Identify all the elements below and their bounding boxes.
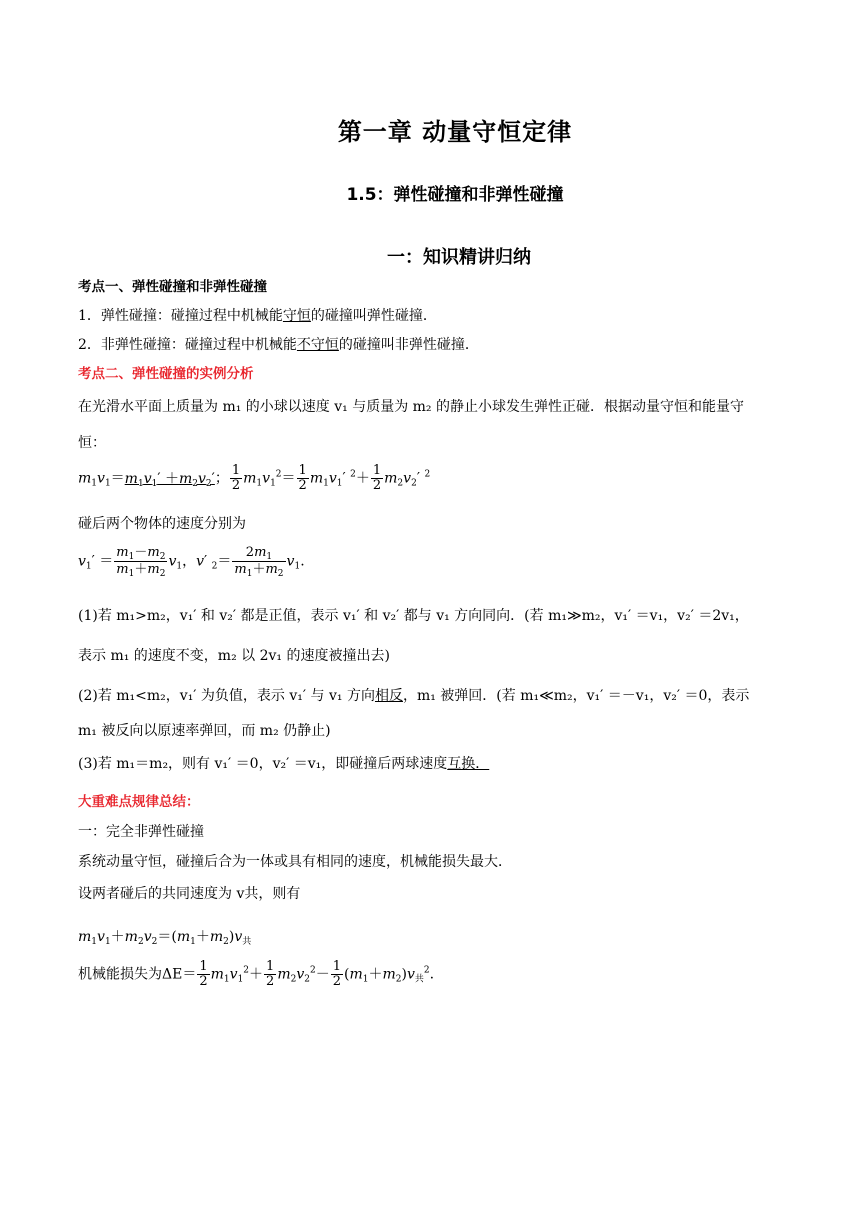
chapter-title: 第一章 动量守恒定律: [337, 118, 573, 146]
summary-line1: 系统动量守恒，碰撞后合为一体或具有相同的速度，机械能损失最大．: [78, 854, 512, 870]
case2-line1: (2)若 m₁<m₂，v₁′ 为负值，表示 v₁′ 与 v₁ 方向相反，m₁ 被弹回．(若 m₁≪m₂，v₁′ ＝－v₁，v₂′ ＝0，表示: [78, 688, 750, 704]
summary-sub-heading: 一：完全非弹性碰撞: [78, 824, 204, 840]
kaodian1-heading: 考点一、弹性碰撞和非弹性碰撞: [78, 279, 267, 295]
elastic-definition: 1．弹性碰撞：碰撞过程中机械能守恒的碰撞叫弹性碰撞．: [78, 308, 437, 324]
case3-line: (3)若 m₁＝m₂，则有 v₁′ ＝0，v₂′ ＝v₁，即碰撞后两球速度互换．: [78, 756, 490, 772]
case1-line1: (1)若 m₁>m₂，v₁′ 和 v₂′ 都是正值，表示 v₁′ 和 v₂′ 都与 v₁ 方向同向．(若 m₁≫m₂，v₁′ ＝v₁，v₂′ ＝2v₁，: [78, 608, 749, 624]
energy-loss-equation: 机械能损失为ΔE＝ $\frac{1}{2}$ $m_1v_1^2+$ $\frac{1}{2}$ $m_2v_2^2-$ $\frac{1}{2}$ $(m_1+m_2)v_共^2$.: [78, 959, 435, 989]
summary-line2: 设两者碰后的共同速度为 v共，则有: [78, 886, 301, 902]
inelastic-definition: 2．非弹性碰撞：碰撞过程中机械能不守恒的碰撞叫非弹性碰撞．: [78, 337, 479, 353]
lesson-title: 1.5：弹性碰撞和非弹性碰撞: [346, 185, 564, 205]
case2-line2: m₁ 被反向以原速率弹回，而 m₂ 仍静止): [78, 723, 331, 739]
velocity-formulas: $v_1'$ ＝ $\frac{m_1-m_2}{m_1+m_2}$ $v_1$，v′ $_2$＝ $\frac{2m_1}{m_1+m_2}$ $v_1$.: [78, 545, 305, 579]
after-collision-label: 碰后两个物体的速度分别为: [78, 516, 246, 532]
kaodian2-heading: 考点二、弹性碰撞的实例分析: [78, 366, 254, 382]
summary-heading: 大重难点规律总结：: [78, 794, 200, 810]
conservation-equations: $m_1v_1=m_1v_1' +m_2v_2'$； $\frac{1}{2}$ $m_1v_1^2=$ $\frac{1}{2}$ $m_1v_1'$ $^2$＋ $\frac{1}{2}$ $m_2v_2'$ $^2$: [78, 463, 431, 493]
section-title: 一：知识精讲归纳: [387, 247, 531, 268]
example-intro-line2: 恒：: [78, 435, 106, 451]
momentum-equation: $m_1v_1+m_2v_2=(m_1+m_2)v_共$: [78, 929, 252, 947]
example-intro-line1: 在光滑水平面上质量为 m₁ 的小球以速度 v₁ 与质量为 m₂ 的静止小球发生弹性正碰．根据动量守恒和能量守: [78, 399, 744, 415]
case1-line2: 表示 m₁ 的速度不变，m₂ 以 2v₁ 的速度被撞出去): [78, 648, 390, 664]
